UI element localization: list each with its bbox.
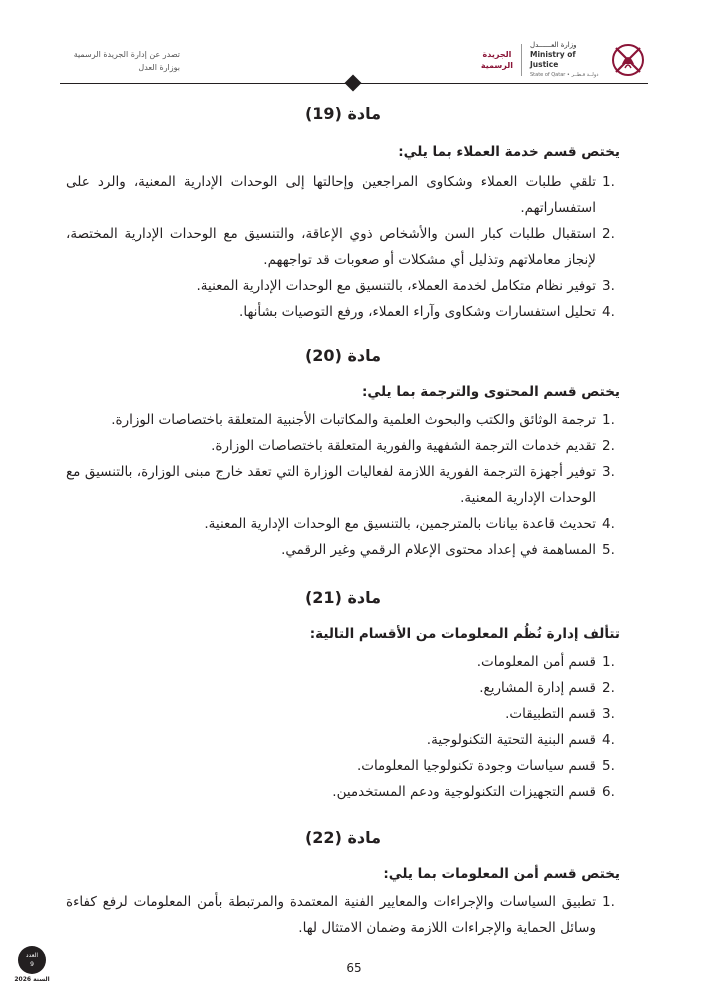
issue-badge (14, 946, 50, 983)
list-item (66, 407, 620, 433)
item-number: 5. (602, 542, 615, 558)
list-item (66, 221, 620, 273)
list-item (66, 433, 620, 459)
item-text: قسم إدارة المشاريع. (479, 680, 596, 696)
item-text: تطبيق السياسات والإجراءات والمعايير الفنية المعتمدة والمرتبطة بأمن المعلومات لرفع كفاءة وسائل الحماية والإجراءات اللازمة وضمان الامتثال لها. (66, 894, 596, 936)
item-number: 1. (602, 894, 615, 910)
item-text: تلقي طلبات العملاء وشكاوى المراجعين وإحالتها إلى الوحدات الإدارية المعنية، والرد على استفساراتهم. (66, 174, 596, 216)
page-number: 65 (346, 961, 362, 975)
ministry-name (530, 40, 600, 80)
issue-year: السنة 2026 (14, 976, 50, 983)
list-item (66, 889, 620, 941)
item-text: قسم أمن المعلومات. (476, 654, 596, 670)
header-divider (521, 44, 522, 76)
header-branding (481, 40, 648, 80)
article-intro: تتألف إدارة نُظُم المعلومات من الأقسام التالية: (309, 626, 620, 642)
item-number: 4. (602, 732, 615, 748)
list-item (66, 779, 620, 805)
issue-label: العدد (25, 952, 39, 959)
list-item (66, 169, 620, 221)
item-text: المساهمة في إعداد محتوى الإعلام الرقمي وغير الرقمي. (281, 542, 596, 558)
item-number: 6. (602, 784, 615, 800)
list-item (66, 299, 620, 325)
item-text: توفير نظام متكامل لخدمة العملاء، بالتنسيق مع الوحدات الإدارية المعنية. (196, 278, 596, 294)
list-item (66, 727, 620, 753)
list-item (66, 273, 620, 299)
item-text: تقديم خدمات الترجمة الشفهية والفورية المتعلقة باختصاصات الوزارة. (211, 438, 596, 454)
article-intro: يختص قسم خدمة العملاء بما يلي: (398, 144, 620, 160)
article-intro: يختص قسم المحتوى والترجمة بما يلي: (361, 384, 620, 400)
article-title: مادة (19) (304, 104, 382, 123)
article-list (66, 407, 620, 563)
item-number: 2. (602, 226, 615, 242)
issue-number: 9 (30, 961, 34, 968)
item-text: توفير أجهزة الترجمة الفورية اللازمة لفعاليات الوزارة التي تعقد خارج مبنى الوزارة، بالتنسيق مع الوحدات الإدارية المعنية. (66, 464, 596, 506)
issue-circle (18, 946, 46, 974)
issuer-note (60, 48, 180, 74)
ministry-name-en: Ministry of Justice (530, 50, 576, 69)
item-text: استقبال طلبات كبار السن والأشخاص ذوي الإعاقة، والتنسيق مع الوحدات الإدارية المختصة، لإنجاز معاملاتهم وتذليل أي مشكلات أو صعوبات قد تواجههم. (66, 226, 596, 268)
item-number: 5. (602, 758, 615, 774)
item-text: قسم التطبيقات. (505, 706, 596, 722)
list-item (66, 649, 620, 675)
item-number: 3. (602, 278, 615, 294)
article-list (66, 889, 620, 941)
ministry-name-ar: وزارة العــــــدل (530, 41, 577, 49)
list-item (66, 701, 620, 727)
item-text: قسم التجهيزات التكنولوجية ودعم المستخدمين. (332, 784, 596, 800)
issuer-line-2: بوزارة العدل (138, 63, 180, 72)
list-item (66, 675, 620, 701)
item-text: قسم سياسات وجودة تكنولوجيا المعلومات. (356, 758, 596, 774)
article-list (66, 649, 620, 805)
issuer-line-1: تصدر عن إدارة الجريدة الرسمية (73, 50, 180, 59)
article-list (66, 169, 620, 325)
item-number: 3. (602, 706, 615, 722)
item-number: 4. (602, 304, 615, 320)
header-diamond-ornament (345, 75, 362, 92)
item-text: تحديث قاعدة بيانات بالمترجمين، بالتنسيق مع الوحدات الإدارية المعنية. (204, 516, 596, 532)
item-text: ترجمة الوثائق والكتب والبحوث العلمية والمكاتبات الأجنبية المتعلقة باختصاصات الوزارة. (111, 412, 596, 428)
item-number: 1. (602, 412, 615, 428)
gazette-wordmark: الجريدة الرسمية (480, 50, 513, 70)
item-text: تحليل استفسارات وشكاوى وآراء العملاء، ورفع التوصيات بشأنها. (239, 304, 596, 320)
list-item (66, 537, 620, 563)
item-text: قسم البنية التحتية التكنولوجية. (426, 732, 596, 748)
article-title: مادة (21) (304, 588, 382, 607)
item-number: 4. (602, 516, 615, 532)
article-title: مادة (20) (304, 346, 382, 365)
item-number: 2. (602, 438, 615, 454)
item-number: 1. (602, 654, 615, 670)
list-item (66, 753, 620, 779)
item-number: 1. (602, 174, 615, 190)
article-title: مادة (22) (304, 828, 382, 847)
list-item (66, 459, 620, 511)
article-intro: يختص قسم أمن المعلومات بما يلي: (383, 866, 620, 882)
item-number: 2. (602, 680, 615, 696)
qatar-emblem-icon (608, 40, 648, 80)
state-line: State of Qatar • دولــة قـطــر (530, 72, 599, 78)
item-number: 3. (602, 464, 615, 480)
list-item (66, 511, 620, 537)
